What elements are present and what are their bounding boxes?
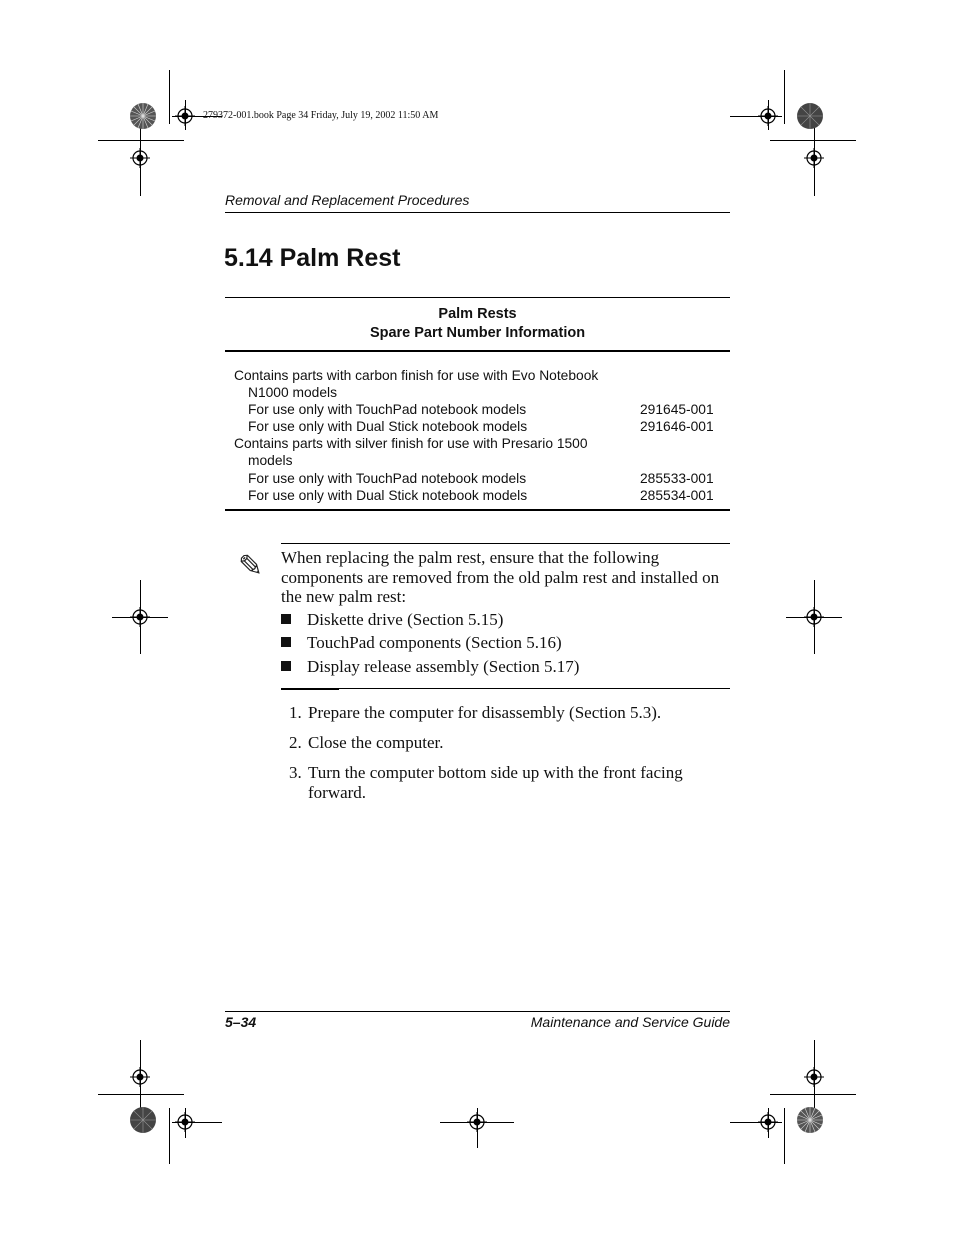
step-number: 3. <box>289 763 302 782</box>
star-target-icon <box>129 1106 157 1134</box>
registration-mark-icon <box>175 106 195 126</box>
note-bottom-rule-accent <box>281 689 339 690</box>
footer-rule <box>225 1011 730 1012</box>
registration-mark-icon <box>758 1112 778 1132</box>
print-slug: 279372-001.book Page 34 Friday, July 19, 2002 11:50 AM <box>203 110 439 121</box>
note-bullet: Diskette drive (Section 5.15) <box>281 610 503 630</box>
header-rule <box>225 212 730 213</box>
step-text: Close the computer. <box>308 733 444 752</box>
step-text: Turn the computer bottom side up with the front facing <box>308 763 683 782</box>
part-number: 291645-001 <box>640 402 714 417</box>
running-head: Removal and Replacement Procedures <box>225 192 470 208</box>
star-target-icon <box>129 102 157 130</box>
part-number: 285533-001 <box>640 471 714 486</box>
table-top-rule <box>225 297 730 298</box>
note-bullet: TouchPad components (Section 5.16) <box>281 633 562 653</box>
part-number: 285534-001 <box>640 488 714 503</box>
note-bottom-rule <box>281 688 730 689</box>
registration-mark-icon <box>804 607 824 627</box>
page-number: 5–34 <box>225 1014 257 1030</box>
table-title: Palm Rests <box>438 306 517 322</box>
bullet-square-icon <box>281 614 291 624</box>
step-number: 2. <box>289 733 302 752</box>
step-item <box>289 733 444 753</box>
guide-title: Maintenance and Service Guide <box>530 1014 730 1030</box>
table-row-group-cont: N1000 models <box>248 385 337 400</box>
registration-mark-icon <box>130 148 150 168</box>
registration-mark-icon <box>467 1112 487 1132</box>
registration-mark-icon <box>130 607 150 627</box>
note-text: When replacing the palm rest, ensure that the following components are removed from the old palm rest and installed on the new palm rest: <box>281 548 720 606</box>
registration-mark-icon <box>804 1067 824 1087</box>
table-row-group: Contains parts with carbon finish for use with Evo Notebook <box>234 368 599 383</box>
star-target-icon <box>796 1106 824 1134</box>
bullet-square-icon <box>281 661 291 671</box>
registration-mark-icon <box>175 1112 195 1132</box>
pencil-icon: ✎ <box>238 550 264 583</box>
table-row-group-cont: models <box>248 453 293 468</box>
table-row: For use only with Dual Stick notebook models <box>248 419 528 434</box>
step-item <box>289 763 683 803</box>
step-text-cont: forward. <box>308 783 367 802</box>
note-top-rule <box>281 543 730 544</box>
table-bottom-rule <box>225 509 730 511</box>
table-head-rule <box>225 350 730 352</box>
step-item <box>289 703 661 723</box>
star-target-icon <box>796 102 824 130</box>
table-row: For use only with TouchPad notebook models <box>248 402 527 417</box>
section-title: 5.14 Palm Rest <box>224 244 401 272</box>
step-text: Prepare the computer for disassembly (Section 5.3). <box>308 703 662 722</box>
registration-mark-icon <box>804 148 824 168</box>
table-subtitle: Spare Part Number Information <box>369 325 586 341</box>
note-bullet: Display release assembly (Section 5.17) <box>281 657 579 677</box>
table-row: For use only with Dual Stick notebook models <box>248 488 528 503</box>
table-row: For use only with TouchPad notebook models <box>248 471 527 486</box>
table-row-group: Contains parts with silver finish for use with Presario 1500 <box>234 436 588 451</box>
bullet-square-icon <box>281 637 291 647</box>
registration-mark-icon <box>130 1067 150 1087</box>
step-number: 1. <box>289 703 302 722</box>
part-number: 291646-001 <box>640 419 714 434</box>
registration-mark-icon <box>758 106 778 126</box>
